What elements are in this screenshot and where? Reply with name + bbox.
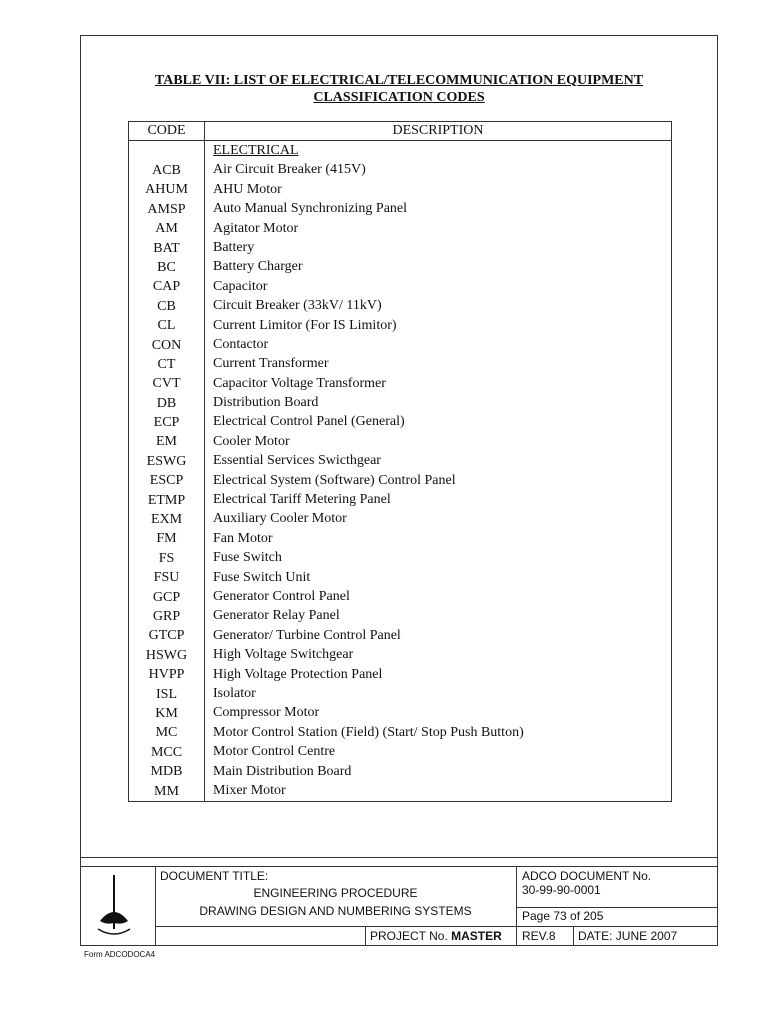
- table-body: [129, 141, 671, 801]
- description-cell: Main Distribution Board: [213, 763, 352, 779]
- table-header: [129, 122, 671, 141]
- section-label-electrical: ELECTRICAL: [213, 143, 299, 158]
- code-cell: ESWG: [146, 453, 187, 469]
- code-cell: EXM: [150, 512, 183, 528]
- description-column: [205, 141, 671, 801]
- description-cell: Isolator: [213, 685, 256, 701]
- code-cell: DB: [156, 395, 177, 411]
- code-cell: AHUM: [145, 182, 188, 198]
- description-cell: Agitator Motor: [213, 220, 299, 236]
- document-title-line1: ENGINEERING PROCEDURE: [253, 886, 418, 900]
- document-title-label: DOCUMENT TITLE:: [160, 869, 269, 883]
- description-cell: Cooler Motor: [213, 433, 290, 449]
- code-cell: FSU: [153, 570, 180, 586]
- code-cell: MM: [154, 783, 179, 799]
- code-cell: ETMP: [147, 492, 186, 508]
- description-cell: High Voltage Switchgear: [213, 647, 354, 663]
- date-label: DATE:: [578, 929, 613, 943]
- date-value: JUNE 2007: [615, 929, 678, 943]
- adco-document-number: 30-99-90-0001: [522, 883, 601, 897]
- code-cell: FS: [158, 550, 175, 566]
- description-cell: Essential Services Swicthgear: [213, 453, 381, 469]
- description-cell: Electrical Control Panel (General): [213, 414, 405, 430]
- description-cell: Fuse Switch: [213, 550, 282, 566]
- code-cell: CB: [157, 298, 176, 314]
- description-cell: Generator Relay Panel: [213, 608, 340, 624]
- code-cell: CON: [151, 337, 182, 353]
- code-cell: GCP: [152, 589, 181, 605]
- code-cell: ESCP: [149, 473, 184, 489]
- table-title: [80, 72, 718, 106]
- project-number-label: PROJECT No.: [370, 929, 448, 943]
- project-number: [370, 929, 502, 943]
- description-cell: Circuit Breaker (33kV/ 11kV): [213, 298, 382, 314]
- description-cell: Compressor Motor: [213, 705, 320, 721]
- code-cell: GRP: [152, 608, 181, 624]
- description-cell: Auto Manual Synchronizing Panel: [213, 201, 408, 217]
- code-cell: GTCP: [148, 628, 185, 644]
- description-cell: Battery Charger: [213, 259, 303, 275]
- description-cell: Mixer Motor: [213, 782, 286, 798]
- description-cell: Capacitor: [213, 278, 268, 294]
- description-cell: Motor Control Centre: [213, 744, 336, 760]
- code-cell: ECP: [153, 415, 180, 431]
- code-cell: ISL: [156, 686, 177, 702]
- footer-divider-project: [365, 926, 366, 946]
- description-cell: Auxiliary Cooler Motor: [213, 511, 347, 527]
- table-title-line1: TABLE VII: LIST OF ELECTRICAL/TELECOMMUNICATION EQUIPMENT: [154, 73, 644, 88]
- description-cell: Contactor: [213, 336, 269, 352]
- code-cell: CT: [157, 356, 176, 372]
- footer-page-divider: [516, 907, 718, 908]
- code-column-header: CODE: [129, 122, 205, 140]
- description-cell: High Voltage Protection Panel: [213, 666, 383, 682]
- adco-document-label: ADCO DOCUMENT No.: [522, 869, 652, 883]
- code-cell: KM: [155, 705, 178, 721]
- description-cell: Distribution Board: [213, 395, 319, 411]
- code-cell: CVT: [152, 376, 181, 392]
- code-cell: BC: [157, 259, 176, 275]
- code-cell: MC: [155, 725, 178, 741]
- classification-code-table: [128, 121, 672, 802]
- code-cell: HVPP: [148, 667, 185, 683]
- description-cell: Current Transformer: [213, 356, 329, 372]
- code-cell: FM: [156, 531, 177, 547]
- code-cell: EM: [156, 434, 177, 450]
- description-cell: Fan Motor: [213, 530, 273, 546]
- footer-separator-top: [80, 857, 718, 858]
- form-code: Form ADCODOCA4: [84, 950, 156, 959]
- code-cell: CAP: [152, 279, 181, 295]
- footer-divider-rev: [573, 926, 574, 946]
- description-cell: Generator Control Panel: [213, 588, 350, 604]
- document-date: [578, 929, 677, 943]
- revision: REV.8: [522, 929, 556, 943]
- code-cell: BAT: [153, 240, 180, 256]
- document-footer: [80, 867, 718, 946]
- code-cell: AMSP: [147, 201, 186, 217]
- description-cell: Fuse Switch Unit: [213, 569, 311, 585]
- table-title-line2: CLASSIFICATION CODES: [313, 90, 485, 105]
- code-cell: AM: [155, 221, 178, 237]
- code-column: [129, 141, 205, 801]
- description-cell: Capacitor Voltage Transformer: [213, 375, 386, 391]
- description-cell: Electrical Tariff Metering Panel: [213, 492, 391, 508]
- description-cell: Generator/ Turbine Control Panel: [213, 627, 401, 643]
- code-cell: MDB: [150, 764, 183, 780]
- document-title-line2: DRAWING DESIGN AND NUMBERING SYSTEMS: [199, 904, 472, 918]
- code-cell: MCC: [150, 744, 183, 760]
- code-cell: ACB: [152, 163, 181, 178]
- description-cell: Current Limitor (For IS Limitor): [213, 317, 397, 333]
- project-number-value: MASTER: [451, 929, 502, 943]
- page-number: Page 73 of 205: [522, 909, 604, 923]
- description-cell: Battery: [213, 239, 255, 255]
- adco-logo-icon: [96, 873, 132, 941]
- footer-row-divider: [155, 926, 718, 927]
- description-cell: Electrical System (Software) Control Panel: [213, 472, 456, 488]
- code-cell: CL: [157, 318, 176, 334]
- description-cell: AHU Motor: [213, 181, 282, 197]
- code-cell: HSWG: [145, 647, 188, 663]
- description-cell: Air Circuit Breaker (415V): [213, 162, 366, 178]
- description-cell: Motor Control Station (Field) (Start/ Stop Push Button): [213, 724, 524, 740]
- description-column-header: DESCRIPTION: [392, 123, 484, 138]
